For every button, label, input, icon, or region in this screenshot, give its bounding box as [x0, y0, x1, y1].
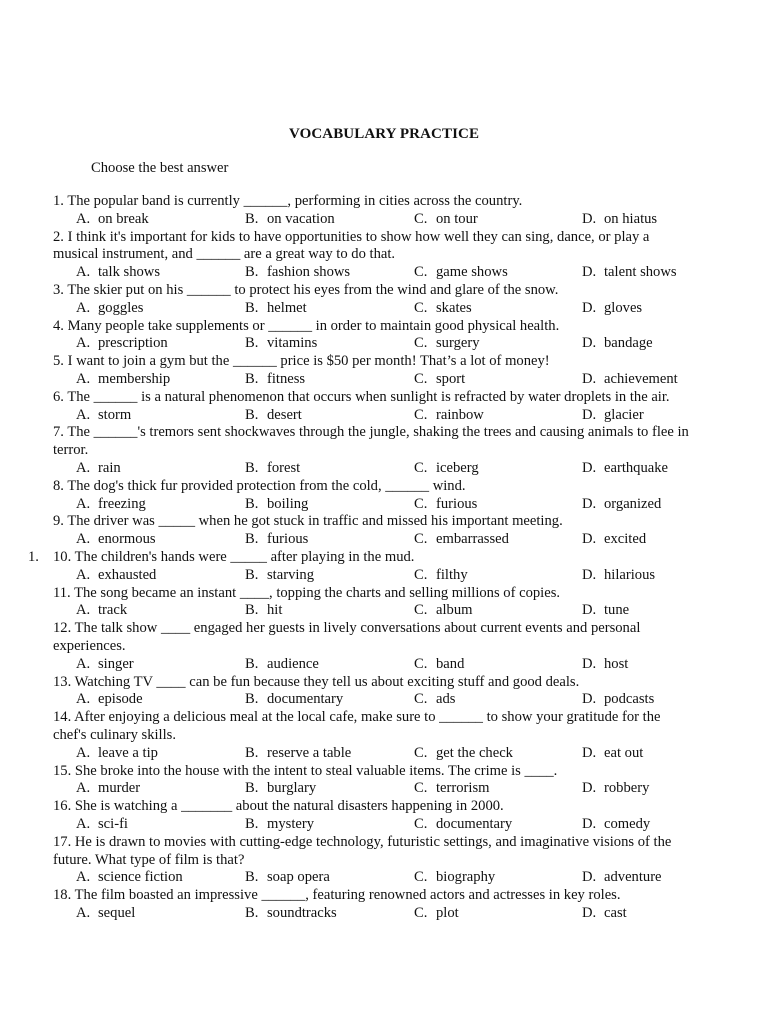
- option-letter: C.: [414, 566, 428, 583]
- option-text: documentary: [267, 691, 344, 708]
- answer-option[interactable]: [414, 567, 468, 584]
- option-letter: D.: [582, 299, 597, 316]
- option-letter: D.: [582, 495, 597, 512]
- answer-option[interactable]: [582, 407, 644, 424]
- option-text: host: [604, 655, 629, 672]
- answer-option[interactable]: [76, 300, 143, 317]
- answer-option[interactable]: [582, 531, 646, 548]
- answer-option[interactable]: [245, 656, 319, 673]
- option-letter: B.: [245, 495, 259, 512]
- option-letter: B.: [245, 566, 259, 583]
- answer-option[interactable]: [76, 780, 140, 797]
- question-text: 18. The film boasted an impressive ______, featuring renowned actors and actresses in key roles.: [53, 887, 621, 904]
- option-text: fitness: [267, 371, 306, 387]
- answer-option[interactable]: [76, 745, 158, 762]
- option-text: boiling: [267, 495, 309, 512]
- option-text: ads: [436, 691, 456, 708]
- question-text: 12. The talk show ____ engaged her guests in lively conversations about current events and personal: [53, 620, 641, 637]
- option-letter: A.: [76, 744, 91, 761]
- question-text: musical instrument, and ______ are a great way to do that.: [53, 246, 396, 263]
- answer-option[interactable]: [76, 496, 146, 513]
- option-text: talent shows: [604, 264, 677, 281]
- question-text: future. What type of film is that?: [53, 851, 245, 868]
- option-text: helmet: [267, 299, 307, 316]
- option-letter: A.: [76, 299, 91, 316]
- option-letter: D.: [582, 602, 597, 619]
- option-letter: A.: [76, 655, 91, 672]
- answer-option[interactable]: [76, 691, 143, 708]
- answer-option[interactable]: [414, 691, 455, 708]
- option-text: freezing: [98, 495, 146, 512]
- option-letter: B.: [245, 869, 259, 886]
- option-text: terrorism: [436, 780, 490, 797]
- option-text: forest: [267, 460, 301, 476]
- option-text: storm: [98, 406, 132, 423]
- option-text: gloves: [604, 299, 643, 316]
- answer-option[interactable]: [245, 531, 308, 548]
- option-text: achievement: [604, 371, 678, 387]
- option-letter: D.: [582, 780, 597, 797]
- option-text: adventure: [604, 869, 662, 886]
- answer-option[interactable]: [414, 531, 509, 548]
- option-text: furious: [436, 495, 478, 512]
- option-letter: A.: [76, 691, 91, 708]
- option-letter: A.: [76, 869, 91, 886]
- option-letter: B.: [245, 406, 259, 423]
- option-letter: C.: [414, 371, 428, 387]
- option-letter: C.: [414, 602, 428, 619]
- option-letter: A.: [76, 210, 91, 227]
- answer-option[interactable]: [76, 371, 170, 388]
- option-text: robbery: [604, 780, 650, 797]
- option-letter: B.: [245, 744, 259, 761]
- answer-option[interactable]: [76, 335, 168, 352]
- option-text: band: [436, 655, 465, 672]
- answer-option[interactable]: [582, 460, 668, 477]
- answer-option[interactable]: [245, 335, 317, 352]
- option-letter: A.: [76, 780, 91, 797]
- option-text: sci-fi: [98, 816, 128, 832]
- option-letter: B.: [245, 299, 259, 316]
- answer-option[interactable]: [414, 816, 512, 833]
- option-letter: A.: [76, 495, 91, 512]
- answer-option[interactable]: [414, 335, 480, 352]
- option-text: sequel: [98, 905, 136, 921]
- question-text: 8. The dog's thick fur provided protection from the cold, ______ wind.: [53, 477, 466, 494]
- option-letter: D.: [582, 264, 597, 281]
- option-text: soundtracks: [267, 905, 337, 921]
- answer-option[interactable]: [245, 905, 337, 922]
- option-letter: C.: [414, 495, 428, 512]
- answer-option[interactable]: [245, 371, 305, 388]
- answer-option[interactable]: [76, 211, 149, 228]
- option-letter: D.: [582, 869, 597, 886]
- option-letter: D.: [582, 210, 597, 227]
- option-letter: C.: [414, 780, 428, 797]
- option-text: burglary: [267, 780, 317, 797]
- answer-option[interactable]: [245, 407, 302, 424]
- option-text: get the check: [436, 744, 513, 761]
- answer-option[interactable]: [582, 567, 655, 584]
- question-text: terror.: [53, 442, 89, 459]
- option-text: filthy: [436, 566, 468, 583]
- question-text: 13. Watching TV ____ can be fun because they tell us about exciting stuff and good deals.: [53, 673, 580, 690]
- option-text: podcasts: [604, 691, 655, 708]
- answer-option[interactable]: [245, 264, 350, 281]
- question-text: chef's culinary skills.: [53, 727, 176, 743]
- option-letter: D.: [582, 905, 597, 921]
- answer-option[interactable]: [76, 602, 127, 619]
- answer-option[interactable]: [245, 780, 316, 797]
- answer-option[interactable]: [245, 691, 343, 708]
- option-text: audience: [267, 655, 319, 672]
- answer-option[interactable]: [76, 656, 134, 673]
- answer-option[interactable]: [582, 211, 657, 228]
- option-letter: C.: [414, 869, 428, 886]
- answer-option[interactable]: [582, 300, 642, 317]
- option-text: cast: [604, 905, 627, 921]
- answer-option[interactable]: [582, 816, 650, 833]
- option-text: biography: [436, 869, 496, 886]
- question-text: 4. Many people take supplements or ______ in order to maintain good physical health.: [53, 317, 560, 334]
- option-letter: A.: [76, 460, 91, 476]
- option-text: embarrassed: [436, 531, 509, 548]
- option-letter: B.: [245, 602, 259, 619]
- question-text: 17. He is drawn to movies with cutting-edge technology, futuristic settings, and imaginative visions of the: [53, 833, 672, 850]
- option-text: earthquake: [604, 460, 669, 476]
- list-marker: 1.: [28, 549, 39, 565]
- option-text: episode: [98, 691, 143, 708]
- option-letter: D.: [582, 691, 597, 708]
- answer-option[interactable]: [414, 602, 472, 619]
- option-text: sport: [436, 371, 466, 387]
- question-text: 9. The driver was _____ when he got stuck in traffic and missed his important meeting.: [53, 513, 563, 530]
- option-text: starving: [267, 566, 315, 583]
- option-letter: D.: [582, 460, 597, 476]
- option-letter: B.: [245, 655, 259, 672]
- option-text: science fiction: [98, 869, 183, 886]
- option-letter: B.: [245, 691, 259, 708]
- option-letter: B.: [245, 531, 259, 548]
- option-letter: A.: [76, 371, 91, 387]
- option-letter: A.: [76, 531, 91, 548]
- option-text: leave a tip: [98, 744, 158, 761]
- option-text: on break: [98, 210, 149, 227]
- option-text: mystery: [267, 816, 315, 832]
- answer-option[interactable]: [582, 496, 661, 513]
- option-text: exhausted: [98, 566, 157, 583]
- option-letter: C.: [414, 210, 428, 227]
- answer-option[interactable]: [76, 460, 121, 477]
- question-text: 2. I think it's important for kids to have opportunities to show how well they can sing, dance, or play a: [53, 228, 650, 245]
- question-text: 10. The children's hands were _____ after playing in the mud.: [53, 549, 415, 565]
- option-letter: A.: [76, 905, 91, 921]
- answer-option[interactable]: [582, 371, 678, 388]
- answer-option[interactable]: [582, 602, 629, 619]
- option-text: surgery: [436, 335, 480, 352]
- option-text: singer: [98, 655, 134, 672]
- option-text: talk shows: [98, 264, 161, 281]
- option-text: on tour: [436, 210, 478, 227]
- option-text: murder: [98, 780, 141, 797]
- answer-option[interactable]: [582, 780, 649, 797]
- answer-option[interactable]: [245, 496, 308, 513]
- answer-option[interactable]: [414, 869, 495, 886]
- answer-option[interactable]: [414, 905, 459, 922]
- answer-option[interactable]: [76, 567, 156, 584]
- option-letter: B.: [245, 210, 259, 227]
- option-text: skates: [436, 299, 472, 316]
- question-text: 5. I want to join a gym but the ______ price is $50 per month! That’s a lot of money!: [53, 353, 550, 370]
- option-text: prescription: [98, 335, 168, 352]
- option-text: vitamins: [267, 335, 318, 352]
- option-letter: A.: [76, 566, 91, 583]
- answer-option[interactable]: [76, 264, 160, 281]
- option-letter: D.: [582, 406, 597, 423]
- answer-option[interactable]: [245, 602, 282, 619]
- question-text: 7. The ______'s tremors sent shockwaves through the jungle, shaking the trees and causing animals to flee in: [53, 424, 689, 441]
- answer-option[interactable]: [245, 211, 335, 228]
- answer-option[interactable]: [76, 905, 135, 922]
- option-text: soap opera: [267, 869, 330, 886]
- page-title: VOCABULARY PRACTICE: [288, 126, 480, 142]
- answer-option[interactable]: [582, 905, 627, 922]
- option-text: track: [98, 602, 128, 619]
- option-letter: D.: [582, 531, 597, 548]
- option-text: tune: [604, 602, 630, 619]
- option-text: plot: [436, 905, 459, 921]
- answer-option[interactable]: [245, 816, 314, 833]
- question-text: 6. The ______ is a natural phenomenon that occurs when sunlight is refracted by water droplets in the air.: [53, 388, 670, 405]
- option-letter: D.: [582, 816, 597, 832]
- option-text: membership: [98, 371, 171, 387]
- option-text: rainbow: [436, 406, 484, 423]
- answer-option[interactable]: [76, 869, 183, 886]
- option-letter: C.: [414, 531, 428, 548]
- answer-option[interactable]: [414, 745, 513, 762]
- option-letter: B.: [245, 460, 259, 476]
- question-text: 15. She broke into the house with the intent to steal valuable items. The crime is ____.: [53, 762, 558, 779]
- option-text: game shows: [436, 264, 508, 281]
- answer-option[interactable]: [414, 460, 479, 477]
- option-letter: C.: [414, 905, 428, 921]
- answer-option[interactable]: [414, 264, 508, 281]
- answer-option[interactable]: [245, 869, 330, 886]
- option-letter: A.: [76, 816, 91, 832]
- answer-option[interactable]: [582, 335, 653, 352]
- option-letter: D.: [582, 566, 597, 583]
- instruction-text: Choose the best answer: [91, 160, 229, 176]
- answer-option[interactable]: [582, 691, 654, 708]
- option-letter: A.: [76, 335, 91, 352]
- option-letter: A.: [76, 264, 91, 281]
- question-text: 16. She is watching a _______ about the natural disasters happening in 2000.: [53, 798, 504, 815]
- option-text: bandage: [604, 335, 653, 352]
- answer-option[interactable]: [76, 816, 128, 833]
- option-letter: D.: [582, 655, 597, 672]
- answer-option[interactable]: [76, 407, 131, 424]
- option-letter: B.: [245, 335, 259, 352]
- option-letter: D.: [582, 744, 597, 761]
- answer-option[interactable]: [582, 656, 628, 673]
- option-text: album: [436, 602, 473, 619]
- answer-option[interactable]: [414, 496, 477, 513]
- option-text: excited: [604, 531, 647, 548]
- option-text: comedy: [604, 816, 651, 832]
- question-text: 1. The popular band is currently ______, performing in cities across the country.: [53, 193, 523, 209]
- answer-option[interactable]: [414, 407, 484, 424]
- question-text: experiences.: [53, 638, 126, 654]
- option-text: rain: [98, 460, 121, 476]
- option-letter: B.: [245, 371, 259, 387]
- question-text: 14. After enjoying a delicious meal at the local cafe, make sure to ______ to show your gratitude for the: [53, 709, 661, 726]
- option-letter: A.: [76, 406, 91, 423]
- answer-option[interactable]: [414, 300, 472, 317]
- option-letter: A.: [76, 602, 91, 619]
- option-letter: B.: [245, 780, 259, 797]
- option-text: enormous: [98, 531, 156, 548]
- option-letter: C.: [414, 691, 428, 708]
- answer-option[interactable]: [582, 745, 643, 762]
- option-text: goggles: [98, 299, 144, 316]
- answer-option[interactable]: [582, 264, 677, 281]
- option-letter: C.: [414, 335, 428, 352]
- answer-option[interactable]: [414, 371, 465, 388]
- option-letter: B.: [245, 905, 259, 921]
- option-text: organized: [604, 495, 662, 512]
- answer-option[interactable]: [245, 745, 351, 762]
- answer-option[interactable]: [245, 567, 314, 584]
- option-letter: B.: [245, 264, 259, 281]
- option-letter: C.: [414, 816, 428, 832]
- option-text: furious: [267, 531, 309, 548]
- answer-option[interactable]: [76, 531, 156, 548]
- question-text: 11. The song became an instant ____, topping the charts and selling millions of copies.: [53, 584, 561, 601]
- option-text: glacier: [604, 406, 644, 423]
- option-text: hilarious: [604, 566, 656, 583]
- option-letter: D.: [582, 335, 597, 352]
- option-text: on hiatus: [604, 210, 658, 227]
- option-text: fashion shows: [267, 264, 351, 281]
- option-letter: B.: [245, 816, 259, 832]
- option-text: reserve a table: [267, 744, 352, 761]
- option-text: documentary: [436, 816, 513, 832]
- answer-option[interactable]: [414, 211, 478, 228]
- answer-option[interactable]: [414, 780, 490, 797]
- question-text: 3. The skier put on his ______ to protect his eyes from the wind and glare of the snow.: [53, 282, 559, 298]
- option-text: eat out: [604, 744, 644, 761]
- answer-option[interactable]: [245, 460, 300, 477]
- option-letter: D.: [582, 371, 597, 387]
- option-letter: C.: [414, 406, 428, 423]
- option-text: on vacation: [267, 210, 335, 227]
- answer-option[interactable]: [414, 656, 464, 673]
- answer-option[interactable]: [245, 300, 307, 317]
- option-letter: C.: [414, 744, 428, 761]
- option-text: iceberg: [436, 460, 479, 476]
- option-text: hit: [267, 602, 283, 619]
- option-letter: C.: [414, 460, 428, 476]
- option-letter: C.: [414, 264, 428, 281]
- option-text: desert: [267, 406, 302, 423]
- answer-option[interactable]: [582, 869, 662, 886]
- option-letter: C.: [414, 655, 428, 672]
- option-letter: C.: [414, 299, 428, 316]
